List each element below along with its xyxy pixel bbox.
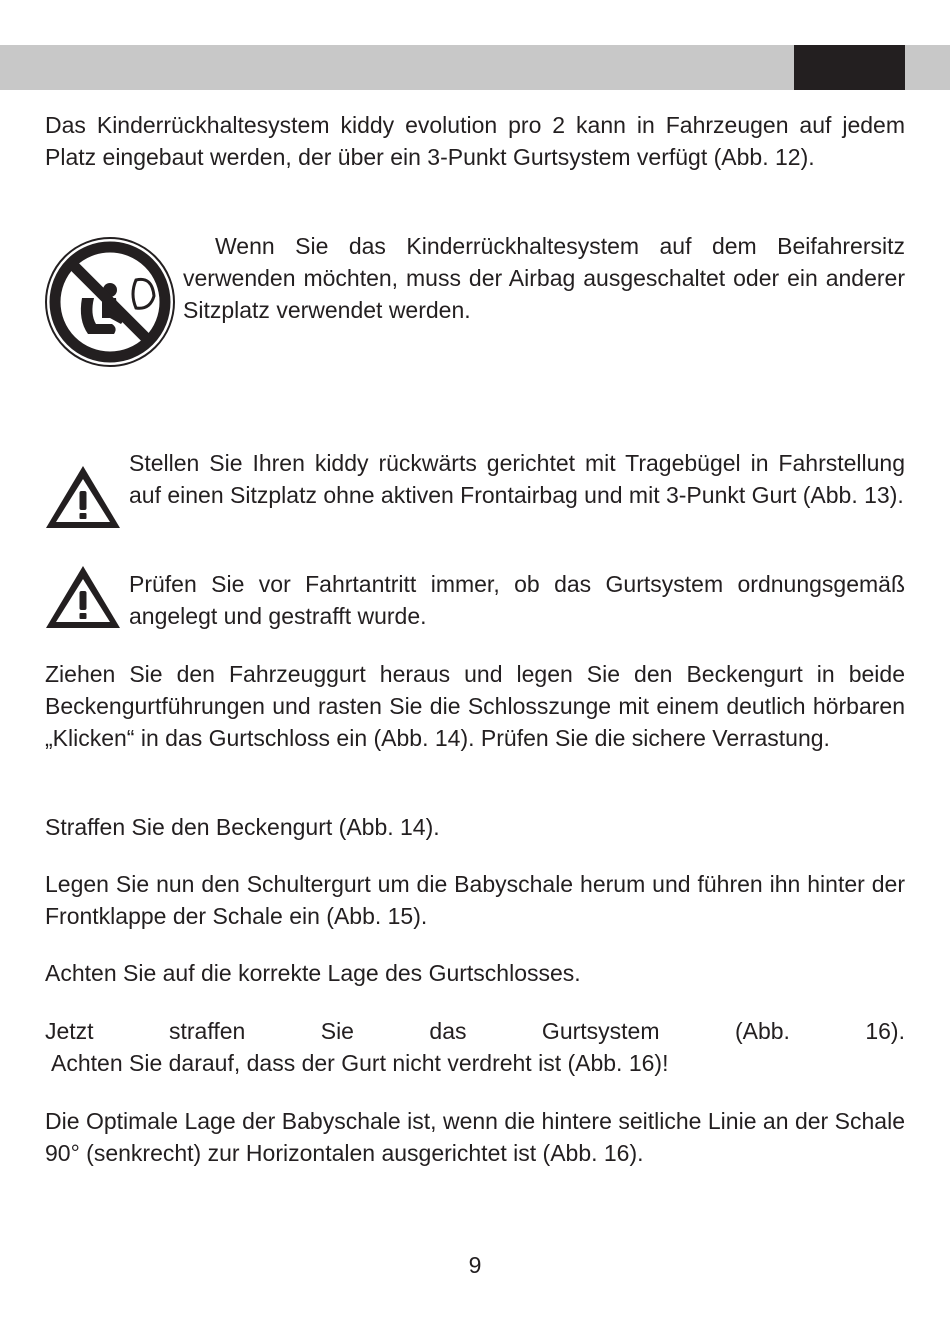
paragraph-buckle-position: Achten Sie auf die korrekte Lage des Gurtschlosses. bbox=[45, 960, 581, 986]
paragraph-optimal-position: Die Optimale Lage der Babyschale ist, wenn die hintere seitliche Linie an der Schale 90° (senkrecht) zur Horizontalen ausgerichtet ist (Abb. 16). bbox=[45, 1108, 905, 1166]
paragraph-lap-belt: Ziehen Sie den Fahrzeuggurt heraus und legen Sie den Beckengurt in beide Beckengurtführungen und rasten Sie die Schlosszunge mit einem deutlich hörbaren „Klicken“ in das Gurtschloss ein (Abb. 14). Prüfen Sie die sichere Verrastung. bbox=[45, 661, 905, 751]
warning-triangle-icon bbox=[44, 564, 122, 630]
paragraph-tighten-belt-line1: Jetzt straffen Sie das Gurtsystem (Abb. 16). bbox=[45, 1018, 905, 1044]
page-number: 9 bbox=[468, 1252, 482, 1278]
paragraph-install-positions: Das Kinderrückhaltesystem kiddy evolution pro 2 kann in Fahrzeugen auf jedem Platz eingebaut werden, der über ein 3-Punkt Gurtsystem verfügt (Abb. 12). bbox=[45, 112, 905, 170]
paragraph-tighten-lap-belt: Straffen Sie den Beckengurt (Abb. 14). bbox=[45, 814, 440, 840]
no-airbag-icon bbox=[44, 236, 176, 368]
paragraph-rear-facing: Stellen Sie Ihren kiddy rückwärts gerichtet mit Tragebügel in Fahrstellung auf einen Sitzplatz ohne aktiven Frontairbag und mit 3-Punkt Gurt (Abb. 13). bbox=[129, 450, 905, 508]
warning-triangle-icon bbox=[44, 464, 122, 530]
paragraph-check-belt: Prüfen Sie vor Fahrtantritt immer, ob das Gurtsystem ordnungsgemäß angelegt und gestrafft wurde. bbox=[129, 571, 905, 629]
header-block bbox=[794, 45, 905, 90]
paragraph-shoulder-belt: Legen Sie nun den Schultergurt um die Babyschale herum und führen ihn hinter der Frontklappe der Schale ein (Abb. 15). bbox=[45, 871, 905, 929]
paragraph-airbag-warning: Wenn Sie das Kinderrückhaltesystem auf dem Beifahrersitz verwenden möchten, muss der Airbag ausgeschaltet oder ein anderer Sitzplatz verwendet werden. bbox=[183, 233, 905, 323]
paragraph-tighten-belt-line2: Achten Sie darauf, dass der Gurt nicht verdreht ist (Abb. 16)! bbox=[51, 1050, 669, 1076]
